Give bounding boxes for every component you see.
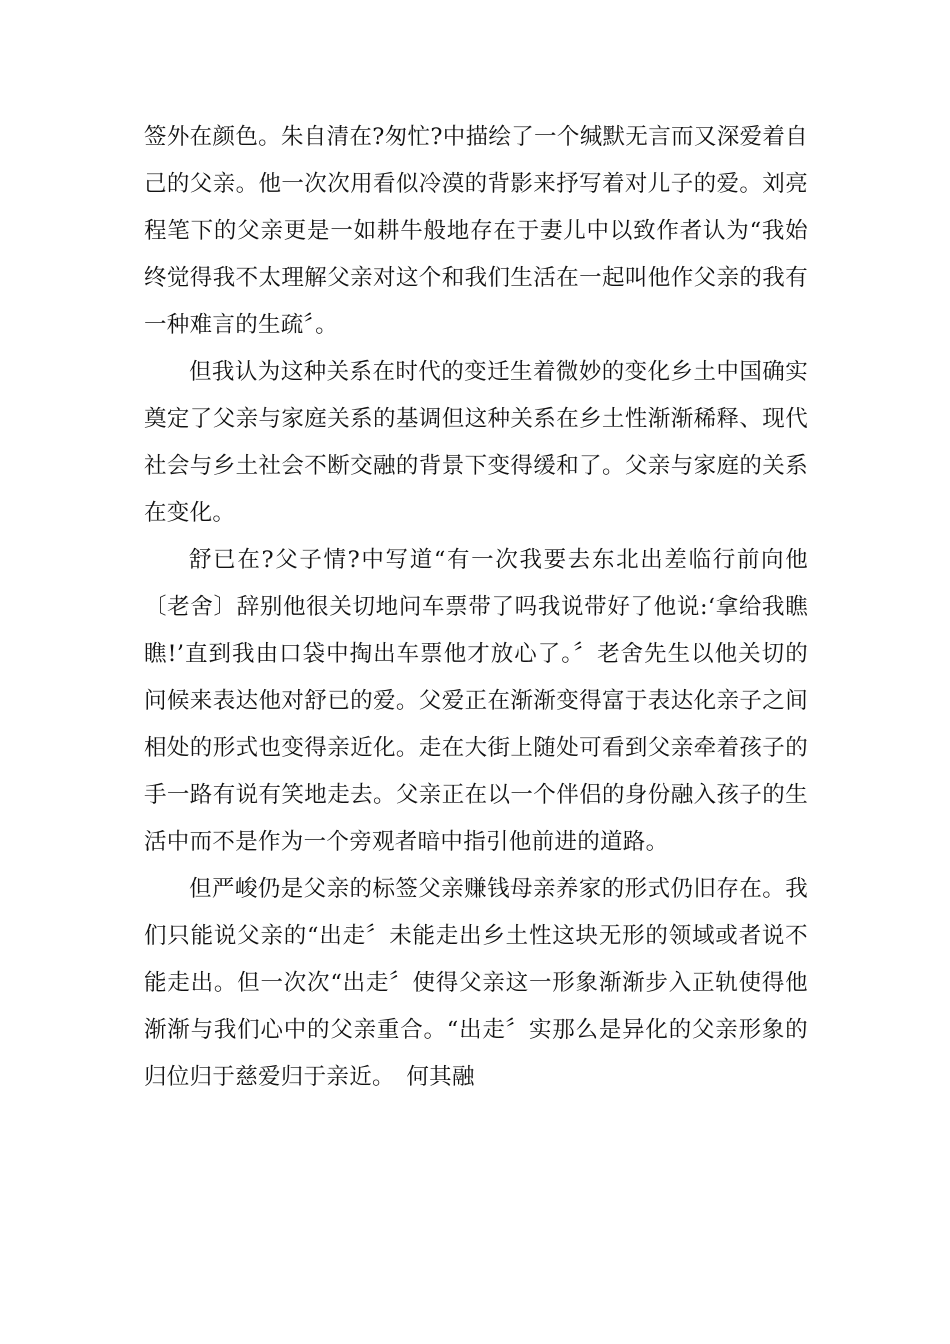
paragraph-3: 舒已在?父子情?中写道“有一次我要去东北出差临行前向他〔老舍〕辞别他很关切地问车票带了吗我说带好了他说:‘拿给我瞧瞧!’直到我由口袋中掏出车票他才放心了。〞老舍先生以他关切的问候来表达他对舒已的爱。父爱正在渐渐变得富于表达化亲子之间相处的形式也变得亲近化。走在大街上随处可看到父亲牵着孩子的手一路有说有笑地走去。父亲正在以一个伴侣的身份融入孩子的生活中而不是作为一个旁观者暗中指引他前进的道路。: [144, 547, 808, 855]
paragraph-2: 但我认为这种关系在时代的变迁生着微妙的变化乡土中国确实奠定了父亲与家庭关系的基调但这种关系在乡土性渐渐稀释、现代社会与乡土社会不断交融的背景下变得缓和了。父亲与家庭的关系在变化。: [144, 359, 808, 526]
document-body: [144, 114, 808, 1101]
paragraph-4: 但严峻仍是父亲的标签父亲赚钱母亲养家的形式仍旧存在。我们只能说父亲的“出走〞未能走出乡土性这块无形的领域或者说不能走出。但一次次“出走〞使得父亲这一形象渐渐步入正轨使得他渐渐与我们心中的父亲重合。“出走〞实那么是异化的父亲形象的归位归于慈爱归于亲近。 何其融: [144, 876, 808, 1090]
paragraph-1: 签外在颜色。朱自清在?匆忙?中描绘了一个缄默无言而又深爱着自己的父亲。他一次次用看似冷漠的背影来抒写着对儿子的爱。刘亮程笔下的父亲更是一如耕牛般地存在于妻儿中以致作者认为“我始终觉得我不太理解父亲对这个和我们生活在一起叫他作父亲的我有一种难言的生疏〞。: [144, 124, 808, 338]
